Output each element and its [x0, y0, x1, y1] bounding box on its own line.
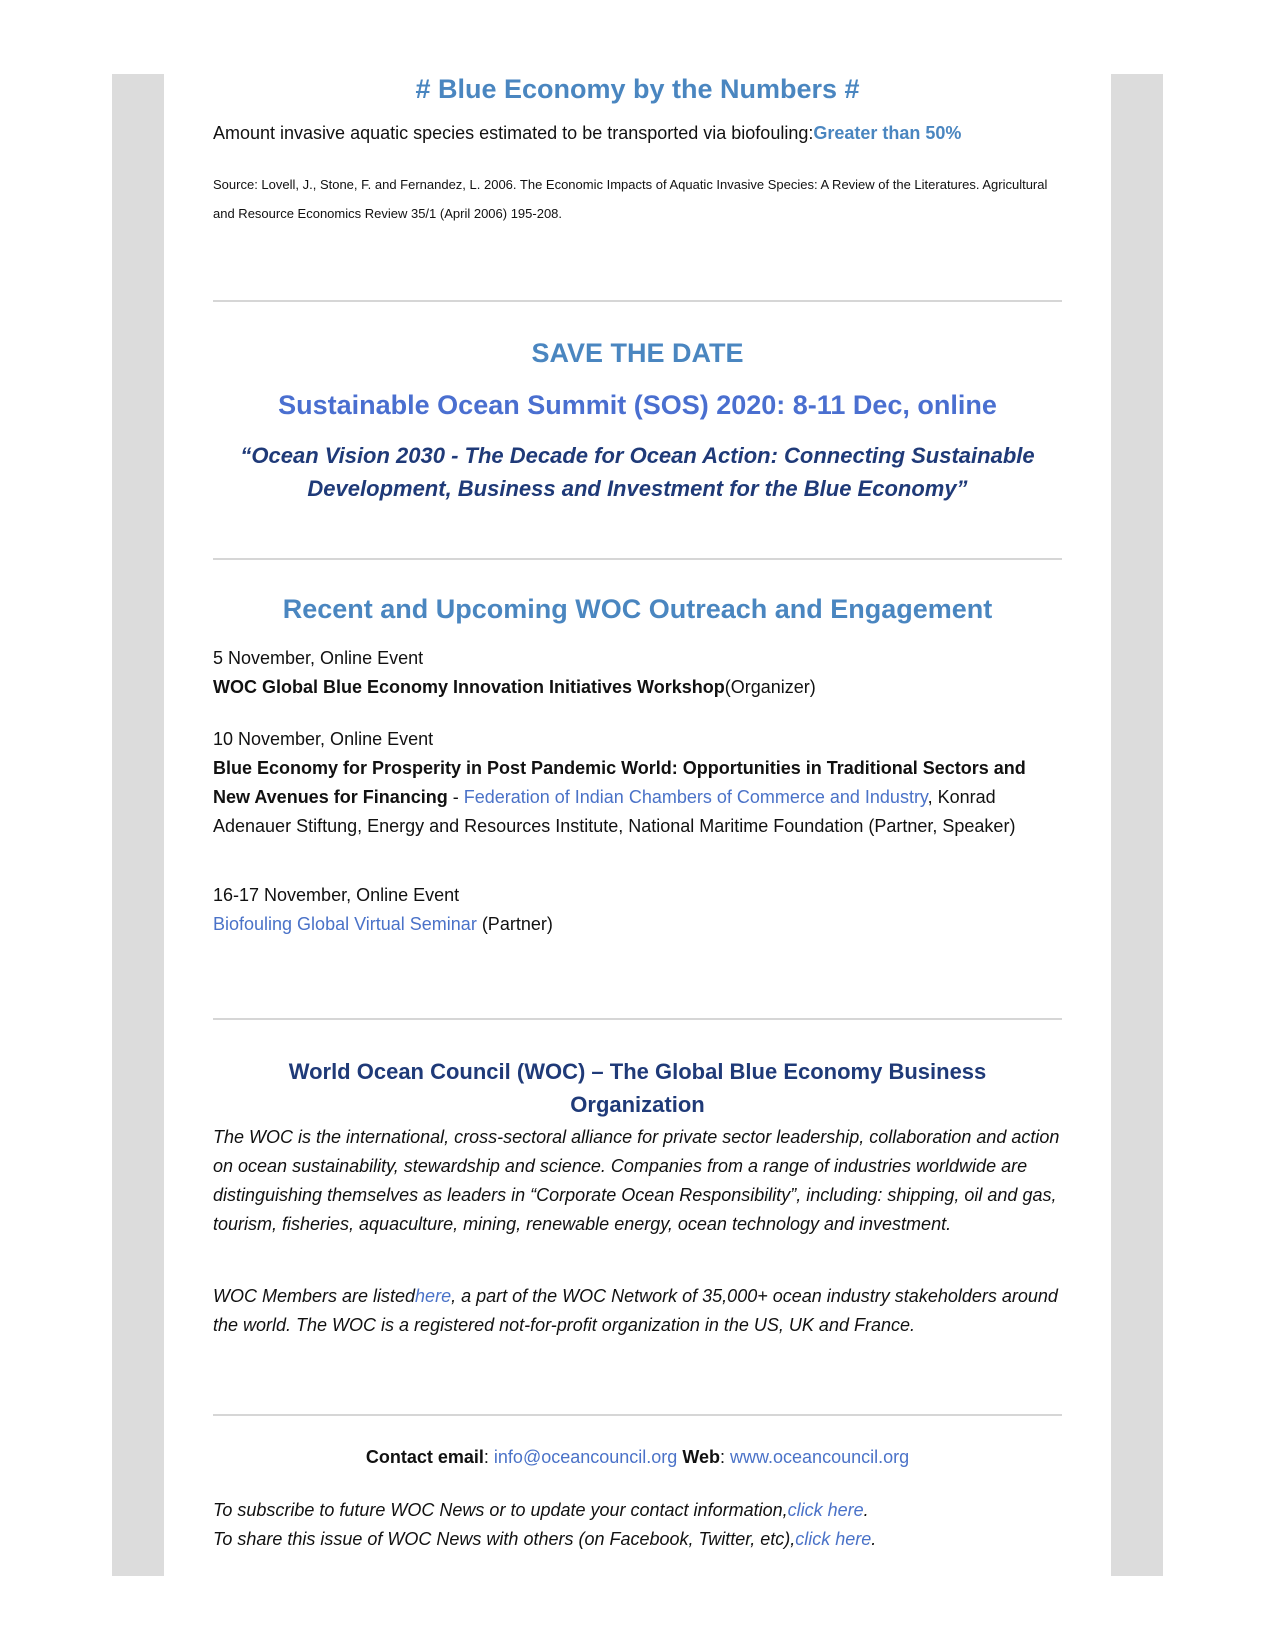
- contact-email-link[interactable]: info@oceancouncil.org: [493, 1447, 678, 1467]
- woc-heading: World Ocean Council (WOC) – The Global Blue Economy Business Organization: [288, 1059, 987, 1117]
- event-partners: , Konrad Adenauer Stiftung, Energy and Resources Institute, National Maritime Foundation (Partner, Speaker): [213, 787, 1016, 836]
- newsletter-body: [164, 74, 1111, 1576]
- event-date: 16-17 November, Online Event: [213, 885, 460, 905]
- members-prefix: WOC Members are listed: [213, 1286, 416, 1306]
- numbers-stat: [213, 123, 1062, 144]
- subscribe-link[interactable]: click here: [787, 1500, 864, 1520]
- event-date: 10 November, Online Event: [213, 729, 434, 749]
- event-date: 5 November, Online Event: [213, 648, 424, 668]
- web-label: Web: [682, 1447, 720, 1467]
- woc-description: The WOC is the international, cross-sectoral alliance for private sector leadership, collaboration and action on ocean sustainability, stewardship and science. Companies from a range of industries worldwide are distinguishing themselves as leaders in “Corporate Ocean Responsibility”, including: shipping, oil and gas, tourism, fisheries, aquaculture, mining, renewable energy, ocean technology and investment.: [213, 1127, 1060, 1234]
- colon: :: [483, 1447, 494, 1467]
- event-role: (Organizer): [724, 677, 816, 697]
- share-link[interactable]: click here: [795, 1529, 872, 1549]
- divider: [213, 558, 1062, 560]
- members-here-link[interactable]: here: [415, 1286, 452, 1306]
- event-description: [213, 910, 1062, 939]
- event-description: [213, 673, 1062, 702]
- period: .: [871, 1529, 877, 1549]
- subscribe-line: [213, 1496, 1062, 1525]
- left-gutter: [112, 74, 164, 1576]
- share-text: To share this issue of WOC News with others (on Facebook, Twitter, etc),: [213, 1529, 796, 1549]
- divider: [213, 1018, 1062, 1020]
- right-gutter: [1111, 74, 1163, 1576]
- stat-label: Amount invasive aquatic species estimated to be transported via biofouling:: [213, 123, 814, 143]
- outreach-event-1: [213, 644, 1062, 702]
- period: .: [863, 1500, 869, 1520]
- numbers-heading: # Blue Economy by the Numbers #: [415, 74, 860, 104]
- colon: :: [720, 1447, 731, 1467]
- woc-members: [213, 1282, 1062, 1340]
- members-suffix: , a part of the WOC Network of 35,000+ ocean industry stakeholders around the world. The WOC is a registered not-for-profit organization in the US, UK and France.: [213, 1286, 1058, 1335]
- divider: [213, 300, 1062, 302]
- biofouling-seminar-link[interactable]: Biofouling Global Virtual Seminar: [213, 914, 477, 934]
- event-title: Blue Economy for Prosperity in Post Pandemic World: Opportunities in Traditional Sectors and New Avenues for Financing: [213, 758, 1026, 807]
- share-line: [213, 1525, 1062, 1554]
- ficci-link[interactable]: Federation of Indian Chambers of Commerce and Industry: [463, 787, 928, 807]
- contact-email-label: Contact email: [365, 1447, 484, 1467]
- sos-theme-quote: “Ocean Vision 2030 - The Decade for Ocean Action: Connecting Sustainable Development, Business and Investment for the Blue Economy”: [240, 443, 1035, 501]
- sos-event-title: Sustainable Ocean Summit (SOS) 2020: 8-11 Dec, online: [278, 390, 997, 420]
- outreach-event-2: [213, 725, 1062, 841]
- event-description: [213, 754, 1062, 841]
- event-title: WOC Global Blue Economy Innovation Initiatives Workshop: [213, 677, 725, 697]
- outreach-event-3: [213, 881, 1062, 939]
- stat-value: Greater than 50%: [813, 123, 962, 143]
- event-separator: -: [447, 787, 464, 807]
- numbers-source: Source: Lovell, J., Stone, F. and Fernandez, L. 2006. The Economic Impacts of Aquatic Invasive Species: A Review of the Literatures. Agricultural and Resource Economics Review 35/1 (April 2006) 195-208.: [213, 177, 1048, 221]
- subscribe-share: [213, 1496, 1062, 1554]
- save-the-date-heading: SAVE THE DATE: [531, 338, 744, 368]
- outreach-heading: Recent and Upcoming WOC Outreach and Engagement: [282, 594, 993, 624]
- subscribe-text: To subscribe to future WOC News or to update your contact information,: [213, 1500, 788, 1520]
- divider: [213, 1414, 1062, 1416]
- event-role: (Partner): [476, 914, 553, 934]
- website-link[interactable]: www.oceancouncil.org: [730, 1447, 910, 1467]
- contact-line: [213, 1447, 1062, 1468]
